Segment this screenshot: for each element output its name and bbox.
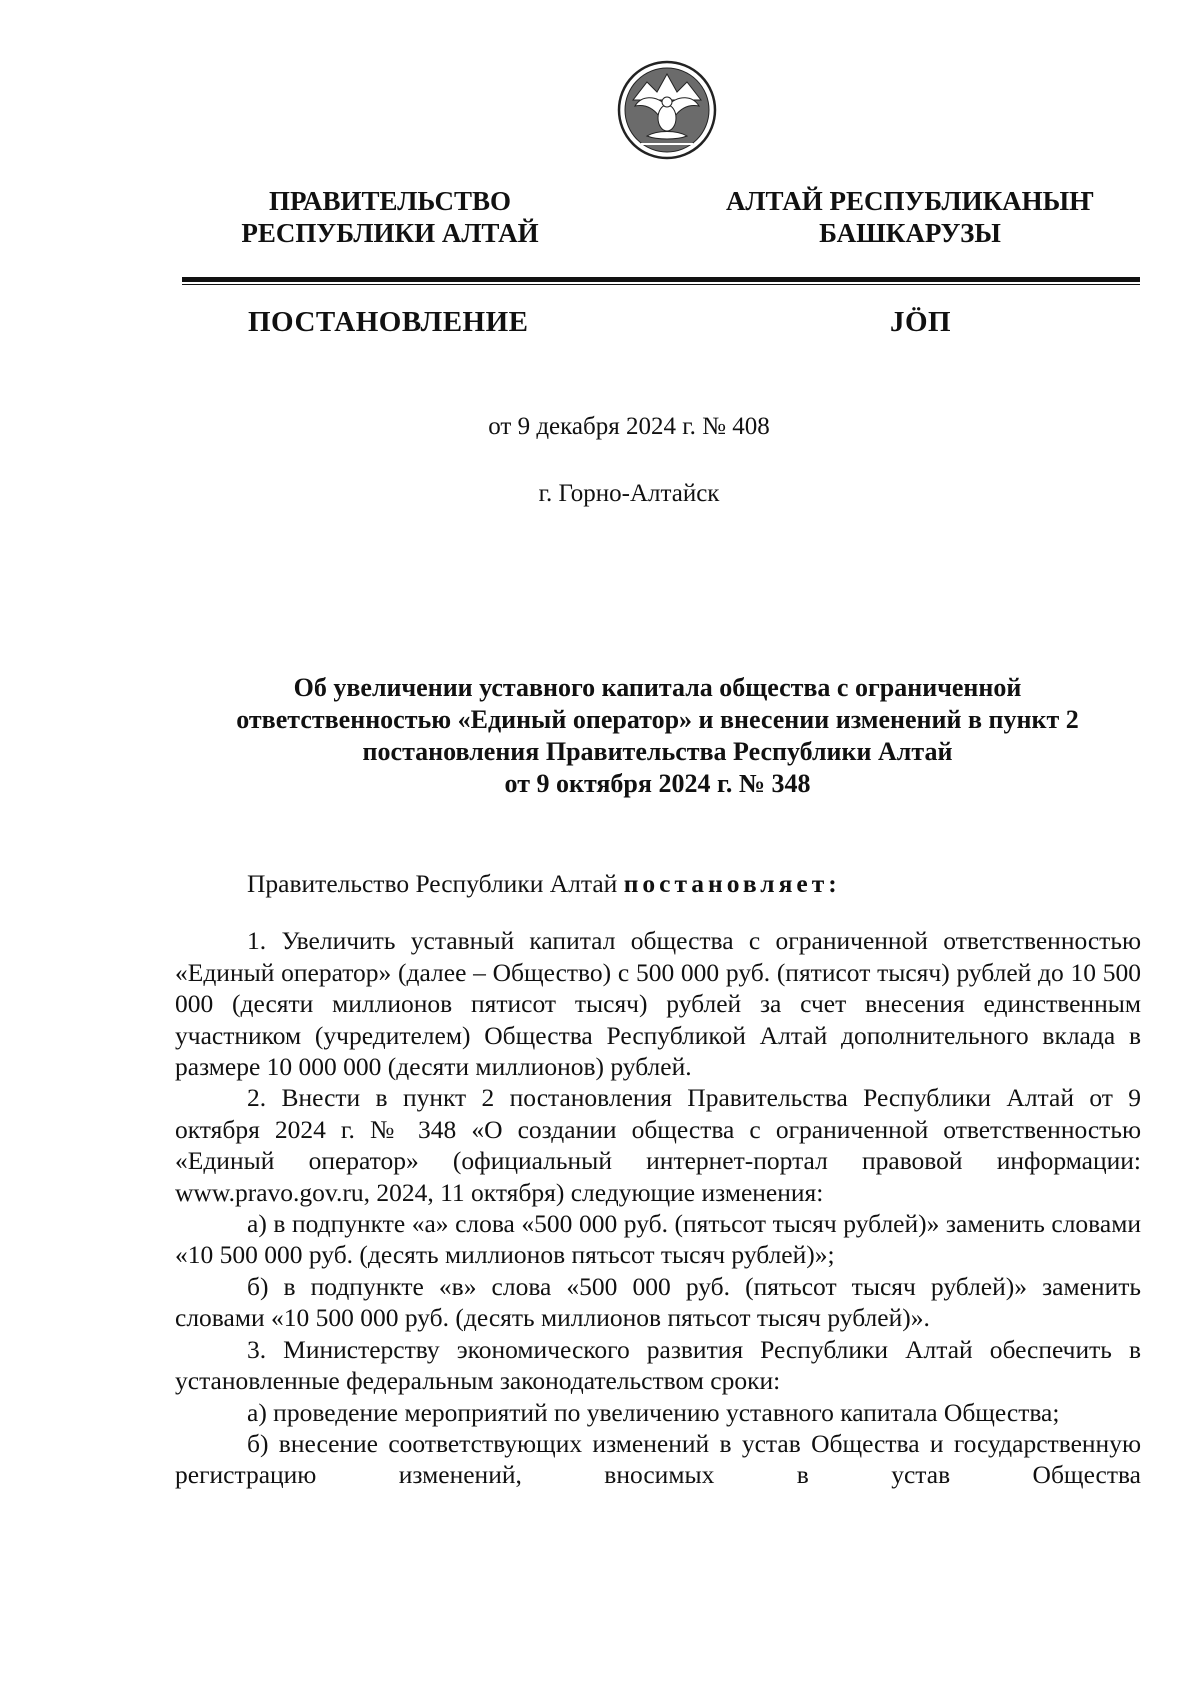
preamble-text: Правительство Республики Алтай (247, 869, 624, 898)
document-body (175, 868, 1141, 1491)
preamble-verb: постановляет: (623, 869, 841, 898)
title-line-1: Об увеличении уставного капитала общества с ограниченной (293, 673, 1022, 702)
issuer-name-russian (225, 185, 555, 249)
city-line (0, 480, 1200, 508)
paragraph-3: 3. Министерству экономического развития Республики Алтай обеспечить в установленные федеральным законодательством сроки: (175, 1334, 1141, 1396)
doc-type-altai: JӦП (890, 306, 952, 338)
paragraph-2b: б) в подпункте «в» слова «500 000 руб. (пятьсот тысяч рублей)» заменить словами «10 500 000 руб. (десять миллионов пятьсот тысяч рублей)». (175, 1271, 1141, 1333)
title-line-3: постановления Правительства Республики Алтай (362, 737, 953, 766)
header-divider-thin (182, 284, 1140, 285)
city: г. Горно-Алтайск (538, 480, 720, 507)
paragraph-1: 1. Увеличить уставный капитал общества с ограниченной ответственностью «Единый оператор» (далее – Общество) с 500 000 руб. (пятисот тысяч) рублей до 10 500 000 (десяти миллионов пятисот тысяч) рублей за счет внесения единственным участником (учредителем) Общества Республикой Алтай дополнительного вклада в размере 10 000 000 (десяти миллионов) рублей. (175, 926, 1141, 1082)
issuer-name-altai (705, 185, 1115, 249)
doc-type-russian: ПОСТАНОВЛЕНИЕ (248, 306, 529, 338)
date-number-line (0, 413, 1200, 441)
issuer-right-line2: БАШКАРУЗЫ (819, 218, 1001, 248)
paragraph-3b: б) внесение соответствующих изменений в устав Общества и государственную регистрацию изменений, вносимых в устав Общества (175, 1428, 1141, 1490)
coat-of-arms-emblem (617, 60, 717, 160)
issuer-left-line1: ПРАВИТЕЛЬСТВО (268, 186, 512, 216)
paragraph-2: 2. Внести в пункт 2 постановления Правительства Республики Алтай от 9 октября 2024 г. № 348 «О создании общества с ограниченной ответственностью «Единый оператор» (официальный интернет-портал правовой информации: www.pravo.gov.ru, 2024, 11 октября) следующие изменения: (175, 1083, 1141, 1207)
document-title (175, 672, 1140, 800)
issuer-left-line2: РЕСПУБЛИКИ АЛТАЙ (241, 218, 539, 248)
paragraph-3a: а) проведение мероприятий по увеличению уставного капитала Общества; (247, 1397, 1060, 1427)
issuer-right-line1: АЛТАЙ РЕСПУБЛИКАНЫҤ (725, 186, 1095, 216)
header-divider-thick (182, 277, 1140, 282)
date-number: от 9 декабря 2024 г. № 408 (488, 413, 770, 440)
preamble (175, 868, 1141, 899)
title-line-2: ответственностью «Единый оператор» и внесении изменений в пункт 2 (236, 705, 1079, 734)
paragraph-2a: а) в подпункте «а» слова «500 000 руб. (пятьсот тысяч рублей)» заменить словами «10 500 000 руб. (десять миллионов пятьсот тысяч рублей)»; (175, 1209, 1141, 1270)
title-line-4: от 9 октября 2024 г. № 348 (504, 769, 811, 798)
